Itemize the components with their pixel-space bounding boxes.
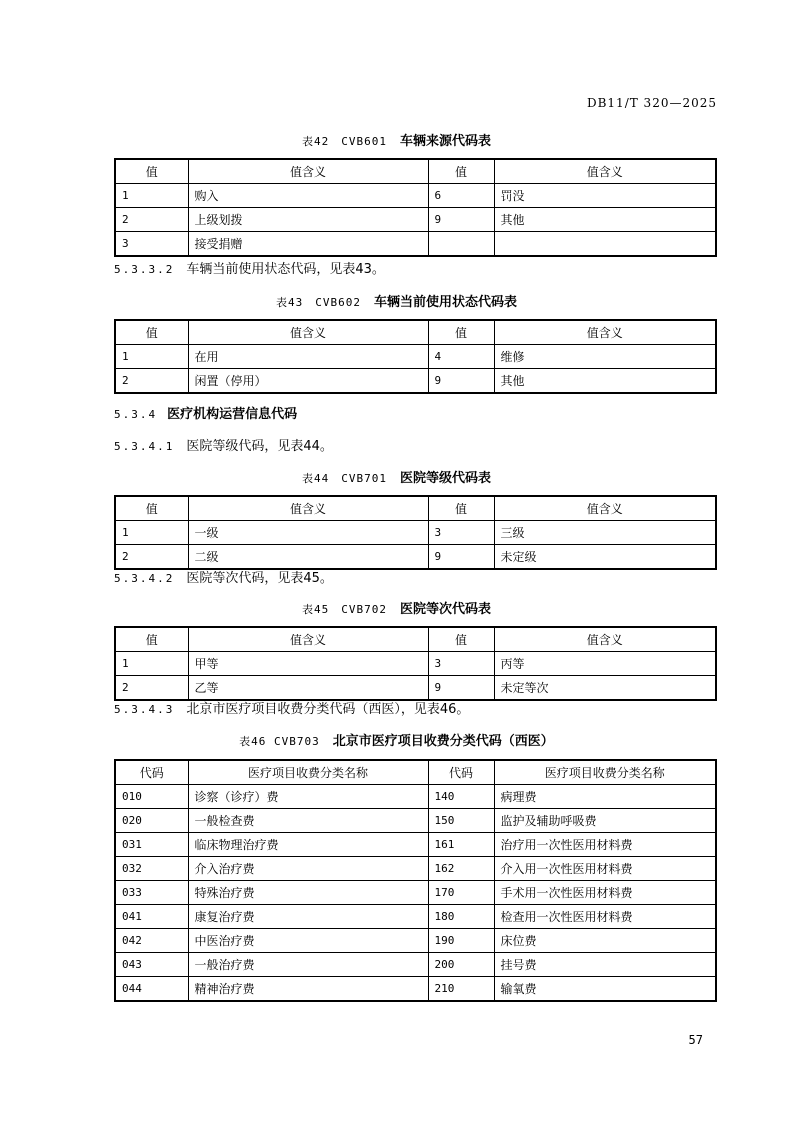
table-cell: 180	[428, 905, 494, 929]
table-cell: 一级	[188, 521, 428, 545]
table-header-row	[115, 760, 716, 785]
table-cell: 9	[428, 545, 494, 570]
table-cell: 中医治疗费	[188, 929, 428, 953]
caption-number: 表42 CVB601	[301, 135, 387, 148]
table-cell: 其他	[494, 369, 716, 394]
header-cell: 值	[428, 496, 494, 521]
table-cell: 2	[115, 369, 188, 394]
table-cell	[494, 232, 716, 257]
table-cell: 二级	[188, 545, 428, 570]
table-42-caption	[0, 130, 793, 149]
caption-title: 北京市医疗项目收费分类代码（西医）	[332, 734, 554, 749]
table-cell: 病理费	[494, 785, 716, 809]
table-cell: 210	[428, 977, 494, 1002]
table-row	[115, 652, 716, 676]
table-cell: 康复治疗费	[188, 905, 428, 929]
table-cell: 162	[428, 857, 494, 881]
table-cell: 010	[115, 785, 188, 809]
table-cell: 041	[115, 905, 188, 929]
paragraph-5-3-4-2	[114, 567, 333, 586]
section-5-3-4-heading	[114, 403, 297, 422]
caption-number: 表43 CVB602	[275, 296, 361, 309]
paragraph-text: 医院等级代码，见表44。	[186, 439, 333, 454]
paragraph-text: 北京市医疗项目收费分类代码（西医），见表46。	[186, 702, 470, 717]
table-cell: 140	[428, 785, 494, 809]
table-cell: 输氧费	[494, 977, 716, 1002]
caption-number: 表44 CVB701	[301, 472, 387, 485]
table-cell: 诊察（诊疗）费	[188, 785, 428, 809]
table-cell: 介入用一次性医用材料费	[494, 857, 716, 881]
header-cell: 值含义	[494, 320, 716, 345]
section-number: 5.3.4	[114, 408, 158, 421]
header-cell: 值	[115, 627, 188, 652]
table-row	[115, 785, 716, 809]
paragraph-text: 医院等次代码，见表45。	[186, 571, 333, 586]
table-cell: 一般治疗费	[188, 953, 428, 977]
table-cell: 购入	[188, 184, 428, 208]
table-44-caption	[0, 467, 793, 486]
table-row	[115, 977, 716, 1002]
table-row	[115, 345, 716, 369]
table-cell: 其他	[494, 208, 716, 232]
table-cell: 1	[115, 521, 188, 545]
table-cell: 3	[428, 652, 494, 676]
clause-number: 5.3.4.1	[114, 440, 175, 453]
header-cell: 代码	[115, 760, 188, 785]
header-cell: 值含义	[494, 627, 716, 652]
table-cell: 1	[115, 652, 188, 676]
table-row	[115, 676, 716, 701]
table-cell: 043	[115, 953, 188, 977]
table-cell: 044	[115, 977, 188, 1002]
caption-title: 医院等级代码表	[399, 471, 491, 486]
table-cell: 特殊治疗费	[188, 881, 428, 905]
section-title: 医疗机构运营信息代码	[167, 407, 298, 422]
table-row	[115, 929, 716, 953]
table-cell: 2	[115, 676, 188, 701]
header-cell: 值	[115, 496, 188, 521]
header-cell: 值含义	[188, 496, 428, 521]
table-cell: 手术用一次性医用材料费	[494, 881, 716, 905]
table-45-caption	[0, 598, 793, 617]
table-row	[115, 545, 716, 570]
header-cell: 值含义	[188, 320, 428, 345]
table-row	[115, 208, 716, 232]
header-cell: 医疗项目收费分类名称	[494, 760, 716, 785]
table-cell: 罚没	[494, 184, 716, 208]
paragraph-5-3-3-2	[114, 258, 385, 277]
table-cell: 200	[428, 953, 494, 977]
clause-number: 5.3.4.3	[114, 703, 175, 716]
table-cell: 临床物理治疗费	[188, 833, 428, 857]
table-cell: 1	[115, 345, 188, 369]
table-45	[114, 626, 717, 701]
table-cell: 033	[115, 881, 188, 905]
table-cell: 2	[115, 545, 188, 570]
table-46	[114, 759, 717, 1002]
table-header-row	[115, 496, 716, 521]
caption-number: 表46 CVB703	[239, 735, 320, 748]
table-row	[115, 857, 716, 881]
header-cell: 值含义	[188, 159, 428, 184]
header-cell: 代码	[428, 760, 494, 785]
table-row	[115, 881, 716, 905]
table-cell: 9	[428, 369, 494, 394]
table-cell: 9	[428, 208, 494, 232]
header-cell: 值	[428, 627, 494, 652]
page-number: 57	[688, 1033, 703, 1047]
caption-number: 表45 CVB702	[301, 603, 387, 616]
clause-number: 5.3.4.2	[114, 572, 175, 585]
table-cell: 1	[115, 184, 188, 208]
table-cell: 未定级	[494, 545, 716, 570]
table-43	[114, 319, 717, 394]
table-cell: 2	[115, 208, 188, 232]
header-cell: 值	[115, 159, 188, 184]
table-cell: 接受捐赠	[188, 232, 428, 257]
caption-title: 车辆当前使用状态代码表	[373, 295, 517, 310]
header-cell: 值含义	[494, 496, 716, 521]
table-cell: 6	[428, 184, 494, 208]
table-cell: 9	[428, 676, 494, 701]
table-row	[115, 521, 716, 545]
table-cell: 治疗用一次性医用材料费	[494, 833, 716, 857]
table-row	[115, 953, 716, 977]
paragraph-5-3-4-3	[114, 698, 469, 717]
header-cell: 值	[428, 159, 494, 184]
header-cell: 值含义	[494, 159, 716, 184]
table-cell: 挂号费	[494, 953, 716, 977]
document-header: DB11/T 320—2025	[586, 96, 717, 110]
table-cell: 丙等	[494, 652, 716, 676]
table-cell: 介入治疗费	[188, 857, 428, 881]
table-cell: 190	[428, 929, 494, 953]
table-row	[115, 905, 716, 929]
table-row	[115, 184, 716, 208]
table-cell: 020	[115, 809, 188, 833]
table-cell: 甲等	[188, 652, 428, 676]
clause-number: 5.3.3.2	[114, 263, 175, 276]
table-cell: 床位费	[494, 929, 716, 953]
caption-title: 医院等次代码表	[399, 602, 491, 617]
table-cell: 3	[115, 232, 188, 257]
table-cell: 在用	[188, 345, 428, 369]
table-cell: 3	[428, 521, 494, 545]
header-cell: 值含义	[188, 627, 428, 652]
table-header-row	[115, 159, 716, 184]
table-cell: 检查用一次性医用材料费	[494, 905, 716, 929]
table-cell: 维修	[494, 345, 716, 369]
table-row	[115, 809, 716, 833]
table-cell: 闲置（停用）	[188, 369, 428, 394]
caption-title: 车辆来源代码表	[399, 134, 491, 149]
table-cell: 未定等次	[494, 676, 716, 701]
table-46-caption	[0, 730, 793, 749]
table-cell: 4	[428, 345, 494, 369]
table-header-row	[115, 320, 716, 345]
table-cell: 032	[115, 857, 188, 881]
table-43-caption	[0, 291, 793, 310]
header-cell: 值	[115, 320, 188, 345]
paragraph-5-3-4-1	[114, 435, 333, 454]
table-cell: 监护及辅助呼吸费	[494, 809, 716, 833]
table-cell: 161	[428, 833, 494, 857]
table-row	[115, 369, 716, 394]
table-cell: 上级划拨	[188, 208, 428, 232]
table-cell: 精神治疗费	[188, 977, 428, 1002]
table-cell: 乙等	[188, 676, 428, 701]
header-cell: 医疗项目收费分类名称	[188, 760, 428, 785]
table-cell: 一般检查费	[188, 809, 428, 833]
table-cell: 031	[115, 833, 188, 857]
table-header-row	[115, 627, 716, 652]
header-cell: 值	[428, 320, 494, 345]
table-cell: 042	[115, 929, 188, 953]
table-42	[114, 158, 717, 257]
paragraph-text: 车辆当前使用状态代码，见表43。	[186, 262, 385, 277]
table-cell: 170	[428, 881, 494, 905]
table-row	[115, 833, 716, 857]
table-cell: 150	[428, 809, 494, 833]
table-row	[115, 232, 716, 257]
table-44	[114, 495, 717, 570]
table-cell: 三级	[494, 521, 716, 545]
table-cell	[428, 232, 494, 257]
